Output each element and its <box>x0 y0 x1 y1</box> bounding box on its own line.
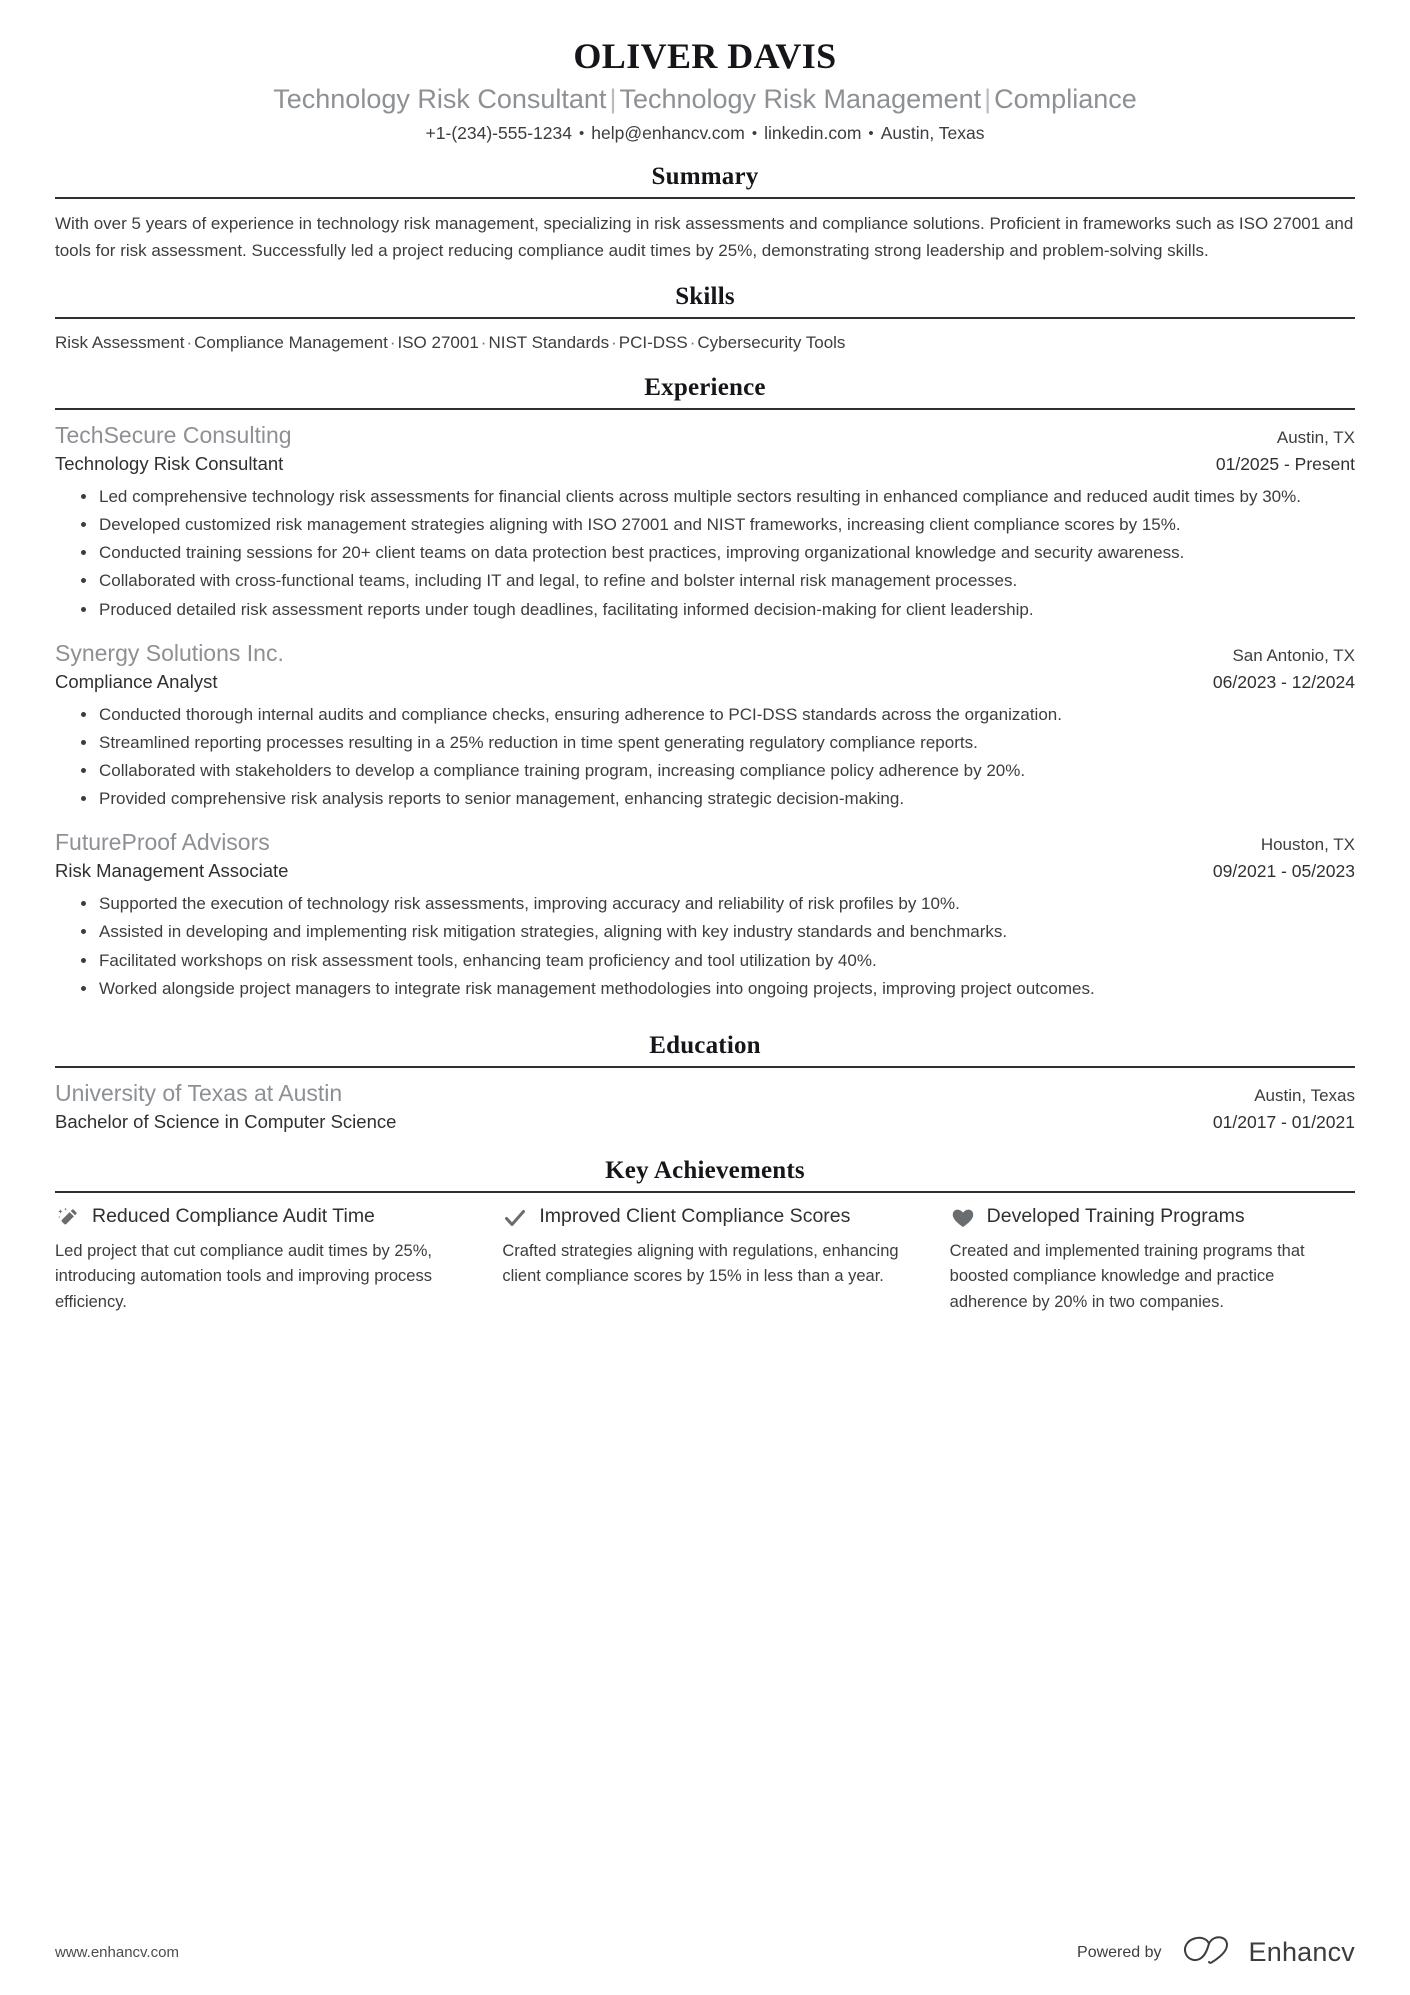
key-achievement-header <box>55 1204 460 1231</box>
experience-bullets <box>55 483 1355 623</box>
education-organization: University of Texas at Austin <box>55 1079 343 1106</box>
experience-bullet: Produced detailed risk assessment reports under tough deadlines, facilitating informed decision-making for client leadership. <box>79 596 1355 623</box>
section-rule-summary <box>55 197 1355 199</box>
experience-entry-header <box>55 828 1355 858</box>
section-skills <box>55 283 1355 356</box>
headline-separator-2: | <box>984 84 992 115</box>
skill-separator: · <box>186 332 193 352</box>
education-entry <box>55 1079 1355 1135</box>
section-key-achievements <box>55 1157 1355 1316</box>
key-achievement-header <box>950 1204 1355 1231</box>
section-summary <box>55 163 1355 265</box>
experience-entry <box>55 421 1355 623</box>
experience-entry-header <box>55 639 1355 669</box>
experience-bullet: Collaborated with stakeholders to develop a compliance training program, increasing compliance policy adherence by 20%. <box>79 757 1355 784</box>
experience-bullet: Led comprehensive technology risk assessments for financial clients across multiple sectors resulting in enhanced compliance and reduced audit times by 30%. <box>79 483 1355 510</box>
skill-separator: · <box>611 332 617 352</box>
key-achievement-description: Crafted strategies aligning with regulations, enhancing client compliance scores by 15% in less than a year. <box>502 1241 899 1286</box>
skill-item: Cybersecurity Tools <box>697 332 846 352</box>
contact-email[interactable]: help@enhancv.com <box>591 122 745 143</box>
section-heading-key-achievements: Key Achievements <box>605 1156 805 1184</box>
skill-separator: · <box>480 332 487 352</box>
experience-bullet: Developed customized risk management strategies aligning with ISO 27001 and NIST frameworks, increasing client compliance scores by 15%. <box>79 511 1355 538</box>
experience-bullets <box>55 701 1355 813</box>
experience-dates: 09/2021 - 05/2023 <box>1212 861 1355 882</box>
skills-list <box>55 330 1355 356</box>
skill-separator: · <box>689 332 696 352</box>
headline-part-3: Compliance <box>994 84 1137 115</box>
key-achievement-title: Reduced Compliance Audit Time <box>92 1204 375 1227</box>
key-achievement-title: Improved Client Compliance Scores <box>539 1204 851 1227</box>
headline-part-1: Technology Risk Consultant <box>273 84 607 115</box>
enhancv-logo <box>1180 1934 1355 1971</box>
key-achievement-header <box>502 1204 907 1231</box>
section-education <box>55 1032 1355 1135</box>
headline-separator-1: | <box>609 84 617 115</box>
education-degree: Bachelor of Science in Computer Science <box>55 1110 397 1132</box>
key-achievements-grid <box>55 1204 1355 1316</box>
section-experience <box>55 374 1355 1002</box>
experience-bullet: Conducted thorough internal audits and compliance checks, ensuring adherence to PCI-DSS standards across the organization. <box>79 701 1355 728</box>
experience-entry-header <box>55 421 1355 451</box>
experience-organization: TechSecure Consulting <box>55 421 292 448</box>
section-heading-summary: Summary <box>651 162 759 190</box>
magic-wand-icon <box>55 1205 81 1231</box>
key-achievement-description: Led project that cut compliance audit times by 25%, introducing automation tools and improving process efficiency. <box>55 1241 432 1311</box>
experience-bullet: Facilitated workshops on risk assessment tools, enhancing team proficiency and tool utilization by 40%. <box>79 947 1355 974</box>
page-footer <box>0 1934 1410 1971</box>
section-heading-education: Education <box>649 1031 761 1059</box>
key-achievement-description: Created and implemented training programs that boosted compliance knowledge and practice adherence by 20% in two companies. <box>949 1241 1305 1311</box>
contact-linkedin[interactable]: linkedin.com <box>764 122 862 143</box>
heart-icon <box>950 1205 976 1231</box>
section-rule-experience <box>55 408 1355 410</box>
education-entry-header <box>55 1079 1355 1109</box>
candidate-headline <box>55 83 1355 115</box>
education-location: Austin, Texas <box>1254 1085 1355 1105</box>
skill-item: ISO 27001 <box>397 332 479 352</box>
experience-dates: 01/2025 - Present <box>1215 453 1355 474</box>
section-rule-skills <box>55 317 1355 319</box>
key-achievement-item <box>55 1204 460 1316</box>
resume-header <box>55 36 1355 145</box>
footer-branding <box>1077 1934 1355 1971</box>
experience-entry-subheader <box>55 670 1355 695</box>
education-entry-subheader <box>55 1110 1355 1135</box>
experience-organization: FutureProof Advisors <box>55 829 270 856</box>
summary-text: With over 5 years of experience in technology risk management, specializing in risk assessments and compliance solutions. Proficient in frameworks such as ISO 27001 and tools for risk assessment. Successfully led a project reducing compliance audit times by 25%, demonstrating strong leadership and problem-solving skills. <box>55 213 1354 261</box>
experience-bullet: Collaborated with cross-functional teams, including IT and legal, to refine and bolster internal risk management processes. <box>79 567 1355 594</box>
experience-role: Risk Management Associate <box>55 860 289 882</box>
skill-item: Risk Assessment <box>55 332 185 352</box>
experience-location: Houston, TX <box>1260 835 1355 855</box>
experience-entry <box>55 828 1355 1002</box>
experience-role: Compliance Analyst <box>55 670 218 692</box>
experience-bullets <box>55 890 1355 1002</box>
contact-phone: +1-(234)-555-1234 <box>425 122 572 143</box>
section-rule-education <box>55 1066 1355 1068</box>
experience-entry-subheader <box>55 452 1355 477</box>
experience-bullet: Provided comprehensive risk analysis reports to senior management, enhancing strategic decision-making. <box>79 785 1355 812</box>
experience-bullet: Streamlined reporting processes resulting in a 25% reduction in time spent generating regulatory compliance reports. <box>79 729 1355 756</box>
enhancv-mark-icon <box>1180 1934 1238 1971</box>
experience-entry-subheader <box>55 859 1355 884</box>
section-heading-skills: Skills <box>675 282 735 310</box>
footer-powered-by-label: Powered by <box>1077 1943 1162 1961</box>
contact-separator-1: • <box>578 125 585 143</box>
contact-location: Austin, Texas <box>880 122 985 143</box>
skill-item: PCI-DSS <box>618 332 688 352</box>
experience-bullet: Supported the execution of technology risk assessments, improving accuracy and reliability of risk profiles by 10%. <box>79 890 1355 917</box>
contact-line <box>55 122 1355 145</box>
footer-url[interactable]: www.enhancv.com <box>55 1944 179 1961</box>
headline-part-2: Technology Risk Management <box>619 84 982 115</box>
experience-dates: 06/2023 - 12/2024 <box>1212 671 1355 692</box>
candidate-name: OLIVER DAVIS <box>573 36 837 76</box>
check-icon <box>502 1205 528 1231</box>
experience-bullet: Assisted in developing and implementing risk mitigation strategies, aligning with key industry standards and benchmarks. <box>79 918 1355 945</box>
contact-separator-2: • <box>751 125 758 143</box>
experience-location: San Antonio, TX <box>1232 645 1355 665</box>
experience-role: Technology Risk Consultant <box>55 452 284 474</box>
section-heading-experience: Experience <box>644 373 766 401</box>
experience-entry <box>55 639 1355 813</box>
experience-location: Austin, TX <box>1276 427 1355 447</box>
key-achievement-title: Developed Training Programs <box>986 1204 1245 1227</box>
experience-bullet: Conducted training sessions for 20+ client teams on data protection best practices, improving organizational knowledge and security awareness. <box>79 539 1355 566</box>
skill-item: NIST Standards <box>488 332 610 352</box>
skill-separator: · <box>389 332 396 352</box>
contact-separator-3: • <box>868 125 874 143</box>
experience-organization: Synergy Solutions Inc. <box>55 639 284 666</box>
key-achievement-item <box>502 1204 907 1316</box>
section-rule-key-achievements <box>55 1191 1355 1193</box>
experience-bullet: Worked alongside project managers to integrate risk management methodologies into ongoing projects, improving project outcomes. <box>79 975 1355 1002</box>
skill-item: Compliance Management <box>194 332 388 352</box>
education-dates: 01/2017 - 01/2021 <box>1212 1111 1355 1132</box>
enhancv-wordmark: Enhancv <box>1248 1937 1355 1967</box>
key-achievement-item <box>950 1204 1355 1316</box>
